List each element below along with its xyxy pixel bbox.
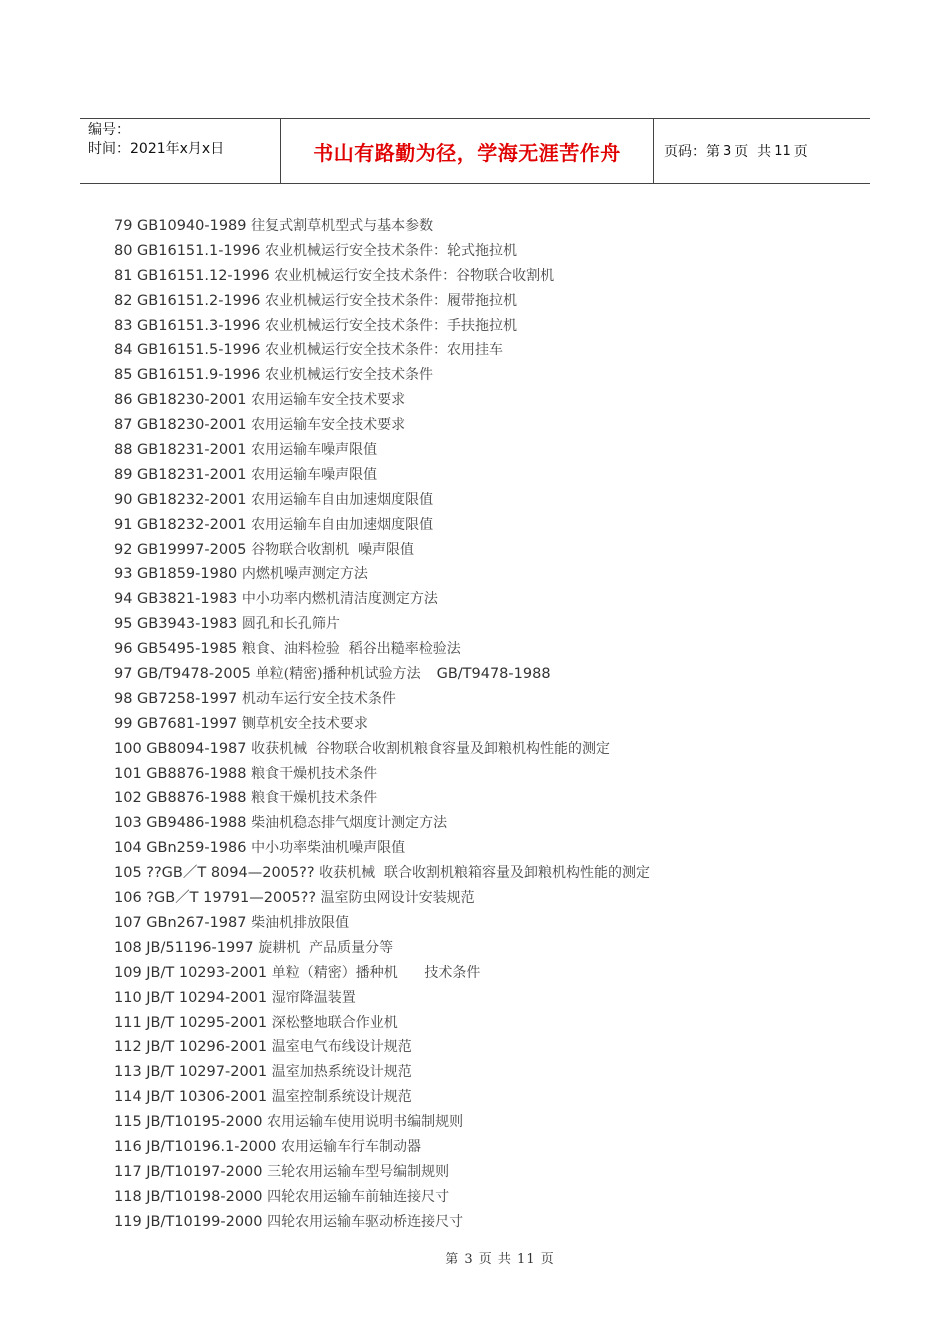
standard-title: 中小功率柴油机噪声限值 bbox=[251, 840, 406, 857]
page-suffix: 页 bbox=[793, 144, 808, 160]
standard-title: 旋耕机 产品质量分等 bbox=[258, 939, 394, 956]
standard-title: 柴油机排放限值 bbox=[251, 914, 350, 931]
standard-code: 102 GB8876-1988 bbox=[114, 790, 247, 807]
standard-code: 80 GB16151.1-1996 bbox=[114, 242, 261, 259]
standard-title: 铡草机安全技术要求 bbox=[241, 715, 368, 732]
standards-list bbox=[114, 214, 854, 1235]
standard-code: 99 GB7681-1997 bbox=[114, 715, 238, 732]
standard-code: 97 GB/T9478-2005 bbox=[114, 666, 252, 683]
standard-title: 农业机械运行安全技术条件：轮式拖拉机 bbox=[264, 242, 517, 259]
list-item bbox=[114, 612, 854, 637]
standard-title: 谷物联合收割机 噪声限值 bbox=[251, 541, 415, 558]
list-item bbox=[114, 936, 854, 961]
standard-title: 农用运输车安全技术要求 bbox=[251, 392, 406, 409]
time-label: 时间：2021年x月x日 bbox=[88, 141, 225, 157]
standard-code: 112 JB/T 10296-2001 bbox=[114, 1039, 268, 1056]
standard-code: 85 GB16151.9-1996 bbox=[114, 367, 261, 384]
standard-title: 单粒(精密)播种机试验方法 bbox=[255, 666, 421, 683]
list-item bbox=[114, 786, 854, 811]
list-item bbox=[114, 886, 854, 911]
page-total: 11 bbox=[774, 143, 791, 159]
standard-code: 83 GB16151.3-1996 bbox=[114, 317, 261, 334]
list-item bbox=[114, 762, 854, 787]
page-prefix: 页码：第 bbox=[664, 144, 720, 160]
standard-title: 温室控制系统设计规范 bbox=[271, 1089, 412, 1106]
standard-code: 101 GB8876-1988 bbox=[114, 765, 247, 782]
standard-code: 115 JB/T10195-2000 bbox=[114, 1114, 263, 1131]
header-page-info bbox=[654, 119, 870, 183]
standard-code: 119 JB/T10199-2000 bbox=[114, 1213, 263, 1230]
list-item bbox=[114, 1085, 854, 1110]
list-item bbox=[114, 463, 854, 488]
list-item bbox=[114, 1011, 854, 1036]
list-item bbox=[114, 1210, 854, 1235]
standard-code: 114 JB/T 10306-2001 bbox=[114, 1089, 268, 1106]
standard-title: 往复式割草机型式与基本参数 bbox=[251, 218, 434, 234]
list-item bbox=[114, 239, 854, 264]
list-item bbox=[114, 836, 854, 861]
standard-code: 108 JB/51196-1997 bbox=[114, 939, 254, 956]
standard-code: 98 GB7258-1997 bbox=[114, 690, 238, 707]
standard-code: 104 GBn259-1986 bbox=[114, 840, 247, 857]
standard-code: 89 GB18231-2001 bbox=[114, 466, 247, 483]
number-label: 编号： bbox=[88, 122, 130, 138]
page-footer: 第 3 页 共 11 页 bbox=[445, 1252, 555, 1267]
standard-title: 粮食干燥机技术条件 bbox=[251, 765, 378, 782]
standard-code: 118 JB/T10198-2000 bbox=[114, 1188, 263, 1205]
standard-title: 单粒（精密）播种机 技术条件 bbox=[271, 964, 481, 981]
standard-code: 95 GB3943-1983 bbox=[114, 616, 238, 633]
standard-title: 农业机械运行安全技术条件：农用挂车 bbox=[264, 342, 503, 359]
standard-title: 内燃机噪声测定方法 bbox=[241, 566, 368, 583]
list-item bbox=[114, 662, 854, 687]
standard-title: 农用运输车安全技术要求 bbox=[251, 417, 406, 434]
list-item bbox=[114, 986, 854, 1011]
list-item bbox=[114, 1035, 854, 1060]
list-item bbox=[114, 911, 854, 936]
standard-code: 84 GB16151.5-1996 bbox=[114, 342, 261, 359]
header-meta bbox=[80, 119, 281, 183]
standard-code: 86 GB18230-2001 bbox=[114, 392, 247, 409]
standard-title: 农用运输车自由加速烟度限值 bbox=[251, 516, 434, 533]
standard-code: 106 ?GB／T 19791—2005?? bbox=[114, 890, 317, 907]
standard-code: 105 ??GB／T 8094—2005?? bbox=[114, 865, 315, 882]
standard-title: 温室电气布线设计规范 bbox=[271, 1039, 412, 1056]
standard-title: 深松整地联合作业机 bbox=[271, 1014, 398, 1031]
page-current: 3 bbox=[723, 143, 732, 159]
list-item bbox=[114, 513, 854, 538]
standard-title: 收获机械 谷物联合收割机粮食容量及卸粮机构性能的测定 bbox=[251, 740, 611, 757]
standard-code: 88 GB18231-2001 bbox=[114, 442, 247, 459]
standard-code: 116 JB/T10196.1-2000 bbox=[114, 1138, 277, 1155]
list-item bbox=[114, 438, 854, 463]
standard-title: 农业机械运行安全技术条件：履带拖拉机 bbox=[264, 292, 517, 309]
standard-code: 79 GB10940-1989 bbox=[114, 218, 247, 234]
list-item bbox=[114, 1160, 854, 1185]
standard-code: 81 GB16151.12-1996 bbox=[114, 267, 270, 284]
standard-title: 温室防虫网设计安装规范 bbox=[320, 890, 475, 907]
standard-title: 农业机械运行安全技术条件 bbox=[264, 367, 433, 384]
standard-code: 100 GB8094-1987 bbox=[114, 740, 247, 757]
standard-title: 中小功率内燃机清洁度测定方法 bbox=[241, 591, 438, 608]
standard-code: 90 GB18232-2001 bbox=[114, 491, 247, 508]
list-item bbox=[114, 264, 854, 289]
list-item bbox=[114, 363, 854, 388]
standard-title: 收获机械 联合收割机粮箱容量及卸粮机构性能的测定 bbox=[319, 865, 651, 882]
standard-code: 109 JB/T 10293-2001 bbox=[114, 964, 268, 981]
list-item bbox=[114, 413, 854, 438]
standard-title: 农业机械运行安全技术条件：手扶拖拉机 bbox=[264, 317, 517, 334]
standard-title: 四轮农用运输车前轴连接尺寸 bbox=[267, 1188, 450, 1205]
standard-title: 三轮农用运输车型号编制规则 bbox=[267, 1163, 450, 1180]
list-item bbox=[114, 1060, 854, 1085]
standard-code: 96 GB5495-1985 bbox=[114, 641, 238, 658]
standard-code: 113 JB/T 10297-2001 bbox=[114, 1064, 268, 1081]
list-item bbox=[114, 637, 854, 662]
standard-replaced-code: GB/T9478-1988 bbox=[436, 666, 551, 683]
list-item bbox=[114, 488, 854, 513]
standard-title: 粮食、油料检验 稻谷出糙率检验法 bbox=[241, 641, 461, 658]
page-mid: 页 共 bbox=[734, 144, 772, 160]
list-item bbox=[114, 1135, 854, 1160]
list-item bbox=[114, 388, 854, 413]
list-item bbox=[114, 314, 854, 339]
motto: 书山有路勤为径，学海无涯苦作舟 bbox=[281, 119, 654, 183]
standard-title: 四轮农用运输车驱动桥连接尺寸 bbox=[267, 1213, 464, 1230]
list-item bbox=[114, 861, 854, 886]
list-item bbox=[114, 562, 854, 587]
standard-title: 湿帘降温装置 bbox=[271, 989, 356, 1006]
standard-code: 107 GBn267-1987 bbox=[114, 914, 247, 931]
standard-title: 农业机械运行安全技术条件：谷物联合收割机 bbox=[274, 267, 555, 284]
list-item bbox=[114, 811, 854, 836]
list-item bbox=[114, 587, 854, 612]
list-item bbox=[114, 289, 854, 314]
standard-code: 91 GB18232-2001 bbox=[114, 516, 247, 533]
standard-code: 117 JB/T10197-2000 bbox=[114, 1163, 263, 1180]
standard-title: 农用运输车使用说明书编制规则 bbox=[267, 1114, 464, 1131]
document-header bbox=[80, 118, 870, 184]
standard-title: 农用运输车噪声限值 bbox=[251, 442, 378, 459]
standard-title: 农用运输车噪声限值 bbox=[251, 466, 378, 483]
standard-title: 农用运输车行车制动器 bbox=[280, 1138, 421, 1155]
standard-code: 103 GB9486-1988 bbox=[114, 815, 247, 832]
list-item bbox=[114, 338, 854, 363]
standard-code: 111 JB/T 10295-2001 bbox=[114, 1014, 268, 1031]
list-item bbox=[114, 1110, 854, 1135]
standard-code: 82 GB16151.2-1996 bbox=[114, 292, 261, 309]
standard-title: 温室加热系统设计规范 bbox=[271, 1064, 412, 1081]
standard-title: 农用运输车自由加速烟度限值 bbox=[251, 491, 434, 508]
standard-code: 92 GB19997-2005 bbox=[114, 541, 247, 558]
list-item bbox=[114, 538, 854, 563]
list-item bbox=[114, 214, 854, 239]
standard-title: 柴油机稳态排气烟度计测定方法 bbox=[251, 815, 448, 832]
standard-title: 机动车运行安全技术条件 bbox=[241, 690, 396, 707]
list-item bbox=[114, 961, 854, 986]
list-item bbox=[114, 687, 854, 712]
standard-title: 圆孔和长孔筛片 bbox=[241, 616, 340, 633]
standard-code: 110 JB/T 10294-2001 bbox=[114, 989, 268, 1006]
list-item bbox=[114, 737, 854, 762]
standard-title: 粮食干燥机技术条件 bbox=[251, 790, 378, 807]
list-item bbox=[114, 1185, 854, 1210]
standard-code: 87 GB18230-2001 bbox=[114, 417, 247, 434]
standard-code: 93 GB1859-1980 bbox=[114, 566, 238, 583]
standard-code: 94 GB3821-1983 bbox=[114, 591, 238, 608]
list-item bbox=[114, 712, 854, 737]
